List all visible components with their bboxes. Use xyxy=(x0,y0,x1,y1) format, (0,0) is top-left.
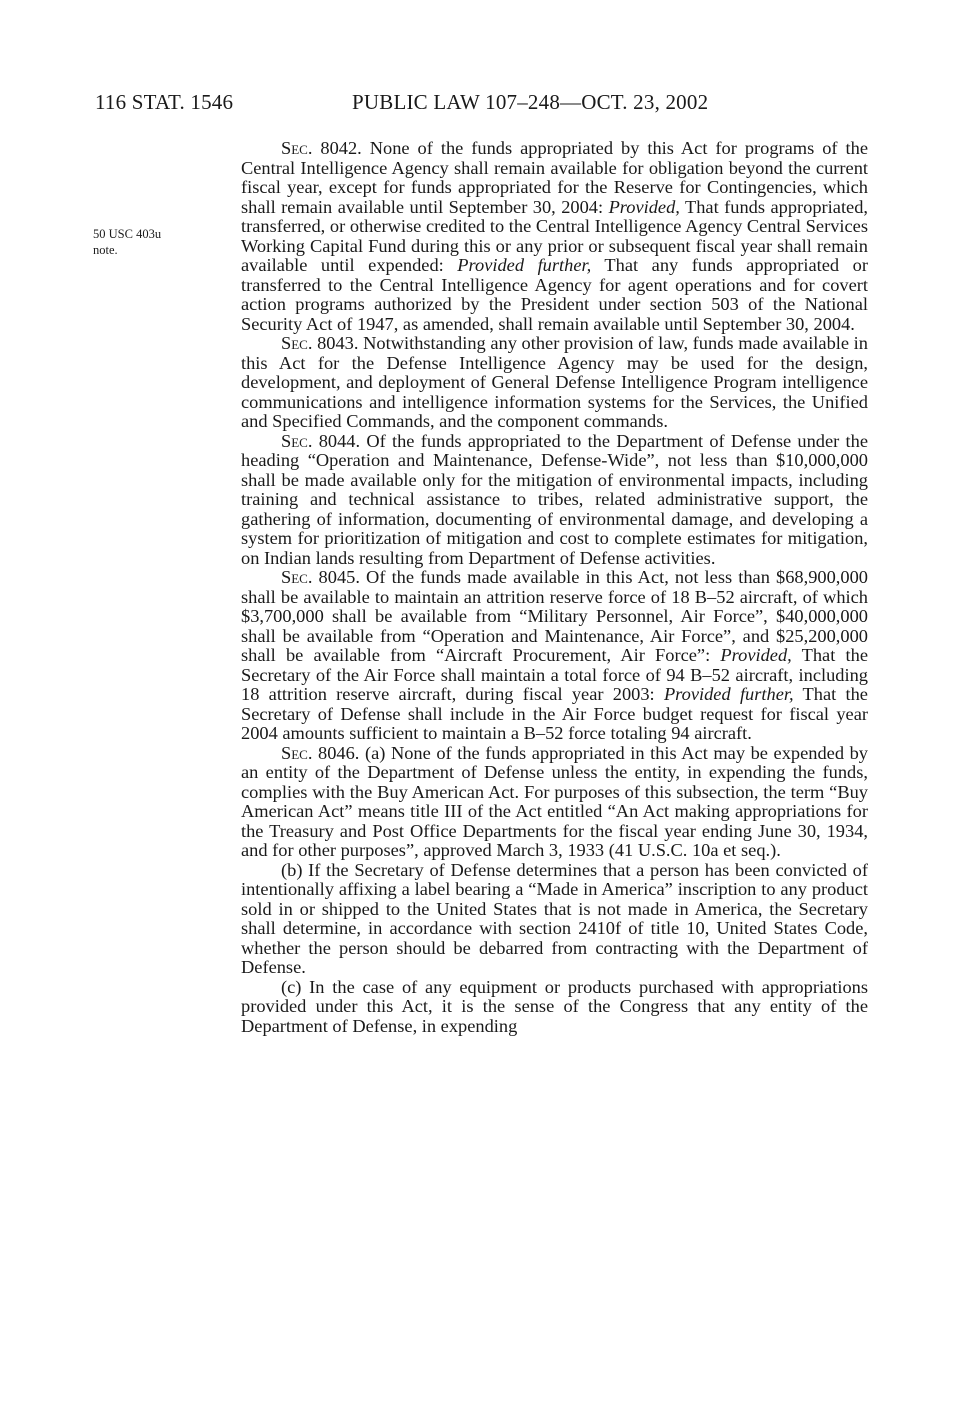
section-number: 8042. xyxy=(312,138,362,158)
section-8046-b: (b) If the Secretary of Defense determines that a person has been convicted of intentionally affixing a label bearing a “Made in America” inscription to any product sold in or shipped to the United States that is not made in America, the Secretary shall determine, in accordance with section 2410f of title 10, United States Code, whether the person should be debarred from contracting with the Department of Defense. xyxy=(241,859,868,977)
section-label: Sec. xyxy=(281,138,313,158)
section-label: Sec. xyxy=(281,430,313,451)
section-8044 xyxy=(241,432,868,569)
proviso: Provided further, xyxy=(457,255,592,275)
section-text: Of the funds made available in this Act, not less than $68,900,000 shall be available to maintain an attrition reserve force of 18 B–52 aircraft, of which $3,700,000 shall be available from “Military Personnel, Air Force”, $40,000,000 shall be available from “Operation and Maintenance, Air Force”, and $25,200,000 shall be available from “Aircraft Procurement, Air Force”: xyxy=(241,567,868,665)
section-number: 8044. xyxy=(312,430,361,451)
page-header xyxy=(95,90,865,120)
section-number: 8043. xyxy=(312,333,359,353)
section-8046-a xyxy=(241,744,868,861)
section-number: 8045. xyxy=(312,567,360,587)
document-body xyxy=(241,139,868,1036)
proviso: Provided further, xyxy=(663,684,794,704)
section-label: Sec. xyxy=(281,567,313,587)
section-label: Sec. xyxy=(281,742,313,763)
section-8046-c: (c) In the case of any equipment or products purchased with appropriations provided under this Act, it is the sense of the Congress that any entity of the Department of Defense, in expending xyxy=(241,976,868,1036)
subsection-a-text: (a) None of the funds appropriated in this Act may be expended by an entity of the Department of Defense unless the entity, in expending the funds, complies with the Buy American Act. For purposes of this subsection, the term “Buy American Act” means title III of the Act entitled “An Act making appropriations for the Treasury and Post Office Departments for the fiscal year ending June 30, 1934, and for other purposes”, approved March 3, 1933 (41 U.S.C. 10a et seq.). xyxy=(241,742,868,860)
section-text: Notwithstanding any other provision of law, funds made available in this Act for the Defense Intelligence Agency may be used for the design, development, and deployment of General Defense Intelligence Program intelligence communications and intelligence information systems for the Services, the Unified and Specified Commands, and the component commands. xyxy=(241,333,868,431)
section-8043 xyxy=(241,334,868,432)
section-number: 8046. xyxy=(312,742,360,763)
section-text: That funds appropriated, transferred, or otherwise credited to the Central Intelligence Agency Central Services Working Capital Fund during this or any prior or subsequent fiscal year shall remain available until expended: xyxy=(241,196,869,275)
section-label: Sec. xyxy=(281,333,313,353)
margin-note-citation: 50 USC 403u xyxy=(93,227,162,241)
proviso: Provided, xyxy=(720,645,792,665)
margin-note-label: note. xyxy=(93,243,118,257)
proviso: Provided, xyxy=(608,196,680,217)
public-law-title: PUBLIC LAW 107–248—OCT. 23, 2002 xyxy=(352,90,709,114)
section-text: That the Secretary of Defense shall include in the Air Force budget request for fiscal year 2004 amounts sufficient to maintain a B–52 force totaling 94 aircraft. xyxy=(241,684,868,743)
margin-note xyxy=(93,226,213,258)
section-text: That any funds appropriated or transferred to the Central Intelligence Agency for agent operations and for covert action programs authorized by the President under section 503 of the National Security Act of 1947, as amended, shall remain available until September 30, 2004. xyxy=(241,255,868,334)
section-8042 xyxy=(241,139,868,334)
section-text: Of the funds appropriated to the Department of Defense under the heading “Operation and Maintenance, Defense-Wide”, not less than $10,000,000 shall be made available only for the mitigation of environmental impacts, including training and technical assistance to tribes, related administrative support, the gathering of information, documenting of environmental damage, and developing a system for prioritization of mitigation and cost to complete estimates for mitigation, on Indian lands resulting from Department of Defense activities. xyxy=(241,430,868,568)
section-text: None of the funds appropriated by this Act for programs of the Central Intelligence Agency shall remain available for obligation beyond the current fiscal year, except for funds appropriated for the Reserve for Contingencies, which shall remain available until September 30, 2004: xyxy=(241,138,868,217)
section-8045 xyxy=(241,568,868,744)
statute-citation: 116 STAT. 1546 xyxy=(95,90,234,114)
section-text: That the Secretary of the Air Force shall maintain a total force of 94 B–52 aircraft, including 18 attrition reserve aircraft, during fiscal year 2003: xyxy=(241,645,868,704)
